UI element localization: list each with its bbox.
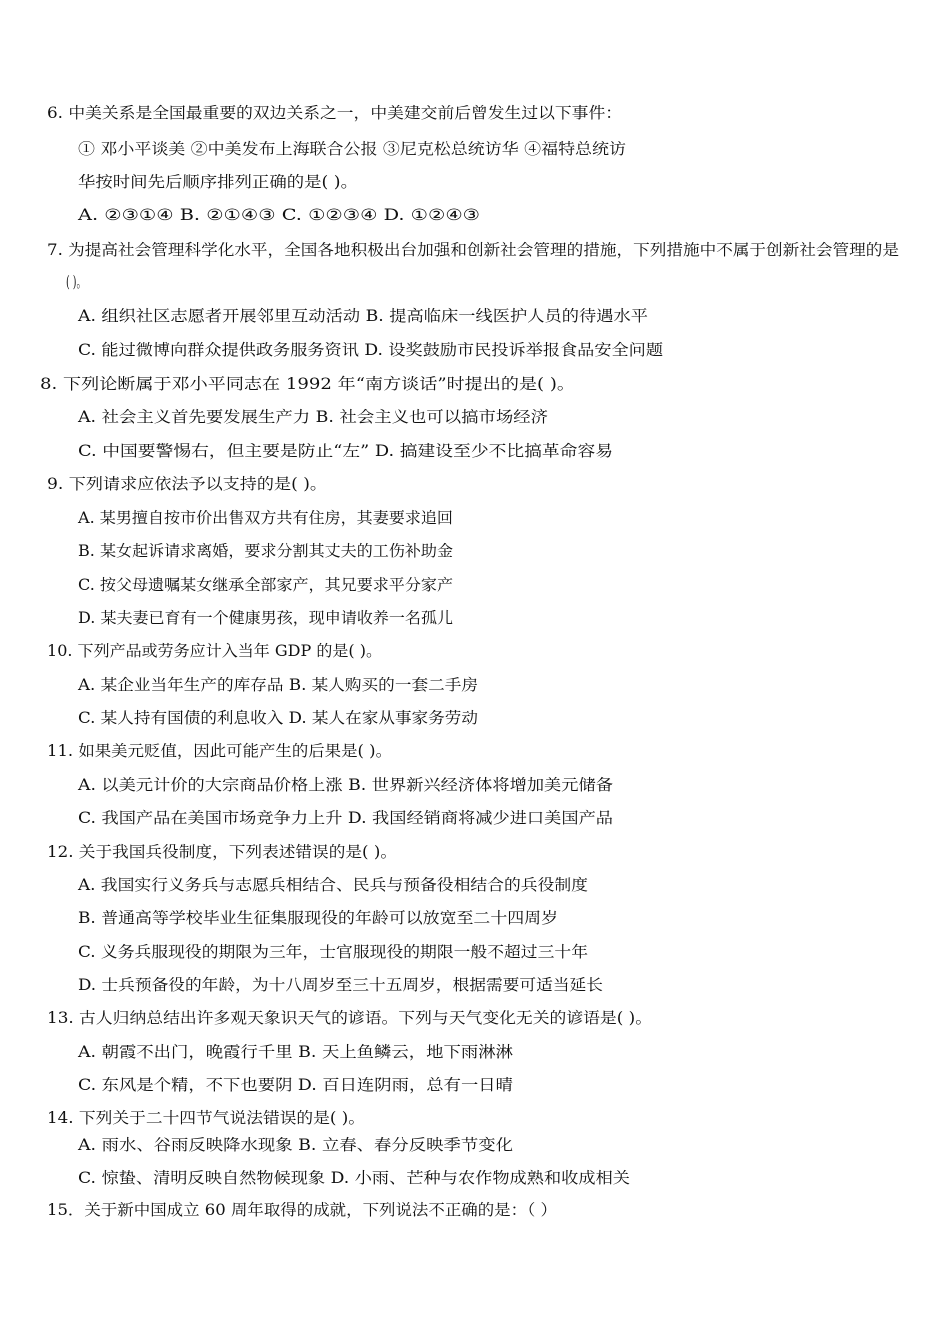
answer-option: A. ②③①④ B. ②①④③ C. ①②③④ D. ①②④③ xyxy=(78,206,481,224)
answer-option: A. 我国实行义务兵与志愿兵相结合、民兵与预备役相结合的兵役制度 xyxy=(78,876,588,894)
answer-option: C. 义务兵服现役的期限为三年，士官服现役的期限一般不超过三十年 xyxy=(78,943,588,961)
question-stem: 6. 中美关系是全国最重要的双边关系之一，中美建交前后曾发生过以下事件： xyxy=(47,104,622,122)
answer-option: A. 社会主义首先要发展生产力 B. 社会主义也可以搞市场经济 xyxy=(78,408,548,426)
question-stem: 9. 下列请求应依法予以支持的是( )。 xyxy=(47,475,327,493)
answer-option: A. 雨水、谷雨反映降水现象 B. 立春、春分反映季节变化 xyxy=(78,1136,513,1154)
question-stem: 13. 古人归纳总结出许多观天象识天气的谚语。下列与天气变化无关的谚语是( )。 xyxy=(47,1009,652,1027)
answer-option: 华按时间先后顺序排列正确的是( )。 xyxy=(78,173,358,191)
question-stem: 10. 下列产品或劳务应计入当年 GDP 的是( )。 xyxy=(47,642,382,660)
question-stem: 8. 下列论断属于邓小平同志在 1992 年“南方谈话”时提出的是( )。 xyxy=(40,375,575,393)
answer-option: A. 以美元计价的大宗商品价格上涨 B. 世界新兴经济体将增加美元储备 xyxy=(78,776,613,794)
answer-option: A. 朝霞不出门，晚霞行千里 B. 天上鱼鳞云，地下雨淋淋 xyxy=(78,1043,513,1061)
answer-option: D. 某夫妻已育有一个健康男孩，现申请收养一名孤儿 xyxy=(78,609,453,627)
answer-option: C. 东风是个精，不下也要阴 D. 百日连阴雨，总有一日晴 xyxy=(78,1076,513,1094)
answer-option: C. 惊蛰、清明反映自然物候现象 D. 小雨、芒种与农作物成熟和收成相关 xyxy=(78,1169,630,1187)
question-stem: 7. 为提高社会管理科学化水平，全国各地积极出台加强和创新社会管理的措施，下列措施中不属于创新社会管理的是 xyxy=(47,241,899,259)
answer-option: C. 某人持有国债的利息收入 D. 某人在家从事家务劳动 xyxy=(78,709,478,727)
answer-option: C. 按父母遗嘱某女继承全部家产，其兄要求平分家产 xyxy=(78,576,453,594)
answer-option: A. 组织社区志愿者开展邻里互动活动 B. 提高临床一线医护人员的待遇水平 xyxy=(78,307,648,325)
answer-option: C. 能过微博向群众提供政务服务资讯 D. 设奖鼓励市民投诉举报食品安全问题 xyxy=(78,341,663,359)
answer-option: C. 我国产品在美国市场竞争力上升 D. 我国经销商将减少进口美国产品 xyxy=(78,809,613,827)
question-stem: 12. 关于我国兵役制度，下列表述错误的是( )。 xyxy=(47,843,397,861)
answer-option: A. 某企业当年生产的库存品 B. 某人购买的一套二手房 xyxy=(78,676,478,694)
question-stem: 15．关于新中国成立 60 周年取得的成就，下列说法不正确的是：（ ） xyxy=(47,1201,557,1219)
answer-option: ① 邓小平谈美 ②中美发布上海联合公报 ③尼克松总统访华 ④福特总统访 xyxy=(78,140,626,158)
question-stem: 14. 下列关于二十四节气说法错误的是( )。 xyxy=(47,1109,365,1127)
question-stem: 11. 如果美元贬值，因此可能产生的后果是( )。 xyxy=(47,742,392,760)
answer-option: B. 普通高等学校毕业生征集服现役的年龄可以放宽至二十四周岁 xyxy=(78,909,558,927)
answer-option: A. 某男擅自按市价出售双方共有住房，其妻要求追回 xyxy=(78,509,453,527)
answer-option: C. 中国要警惕右，但主要是防止“左” D. 搞建设至少不比搞革命容易 xyxy=(78,442,613,460)
answer-option: D. 士兵预备役的年龄，为十八周岁至三十五周岁，根据需要可适当延长 xyxy=(78,976,603,994)
answer-option: B. 某女起诉请求离婚，要求分割其丈夫的工伤补助金 xyxy=(78,542,453,560)
question-stem: ( )。 xyxy=(66,273,86,291)
